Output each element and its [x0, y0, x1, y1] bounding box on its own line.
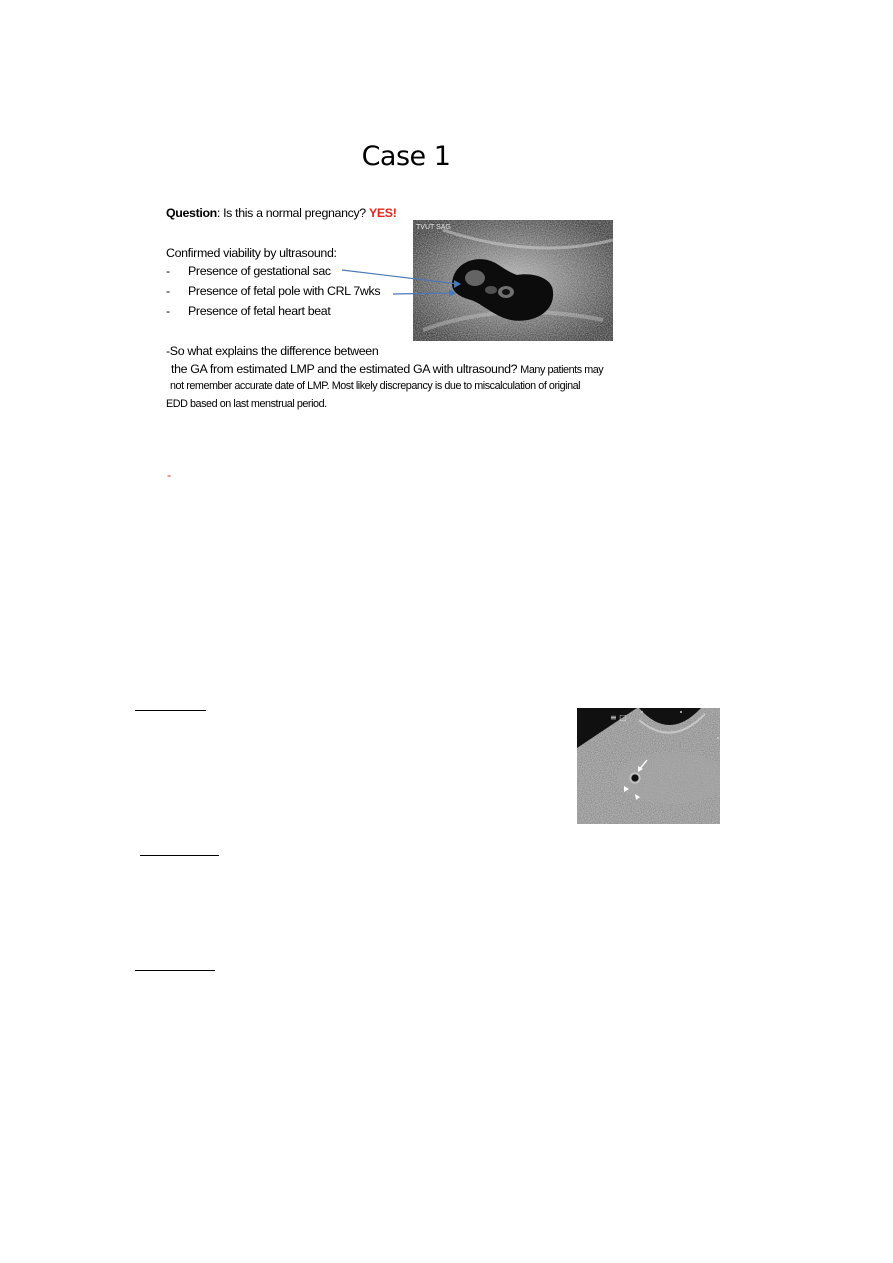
viability-bullet-3 [166, 303, 330, 319]
explanation-line-4: EDD based on last menstrual period. [166, 398, 327, 410]
bullet-marker: - [166, 304, 170, 318]
bullet-text: Presence of fetal heart beat [188, 304, 331, 318]
bullet-text: Presence of gestational sac [188, 264, 331, 278]
ultrasound-label: TVUT SAG [416, 224, 451, 231]
arrow-to-fetal-pole [393, 293, 452, 294]
blank-heading-rule-3 [135, 970, 215, 971]
explanation-line-2 [171, 361, 603, 378]
arrow-to-gestational-sac [342, 270, 458, 284]
page-title: Case 1 [361, 141, 451, 172]
bullet-text: Presence of fetal pole with CRL 7wks [188, 284, 381, 298]
blank-heading-rule-1 [135, 710, 206, 711]
question-line [166, 205, 396, 221]
stray-red-dash: - [167, 468, 171, 482]
viability-bullet-1 [166, 263, 331, 279]
explanation-line-1: -So what explains the difference between [166, 344, 379, 358]
viability-heading: Confirmed viability by ultrasound: [166, 246, 337, 260]
bullet-marker: - [166, 284, 170, 298]
ultrasound-corner-label: ≡ □ [610, 713, 627, 722]
bullet-marker: - [166, 264, 170, 278]
explanation-line-2-text: the GA from estimated LMP and the estimated GA with ultrasound? [171, 362, 518, 376]
question-text: : Is this a normal pregnancy? [216, 206, 369, 220]
explanation-line-3: not remember accurate date of LMP. Most likely discrepancy is due to miscalculation of original [170, 380, 581, 392]
ultrasound-transvaginal-graphic [577, 708, 720, 824]
pointer-arrows [330, 262, 470, 302]
blank-heading-rule-2 [140, 855, 219, 856]
explanation-line-2-small: Many patients may [520, 364, 604, 376]
question-label: Question [166, 206, 217, 220]
ultrasound-image-transvaginal [577, 708, 720, 824]
question-answer: YES! [368, 206, 397, 220]
